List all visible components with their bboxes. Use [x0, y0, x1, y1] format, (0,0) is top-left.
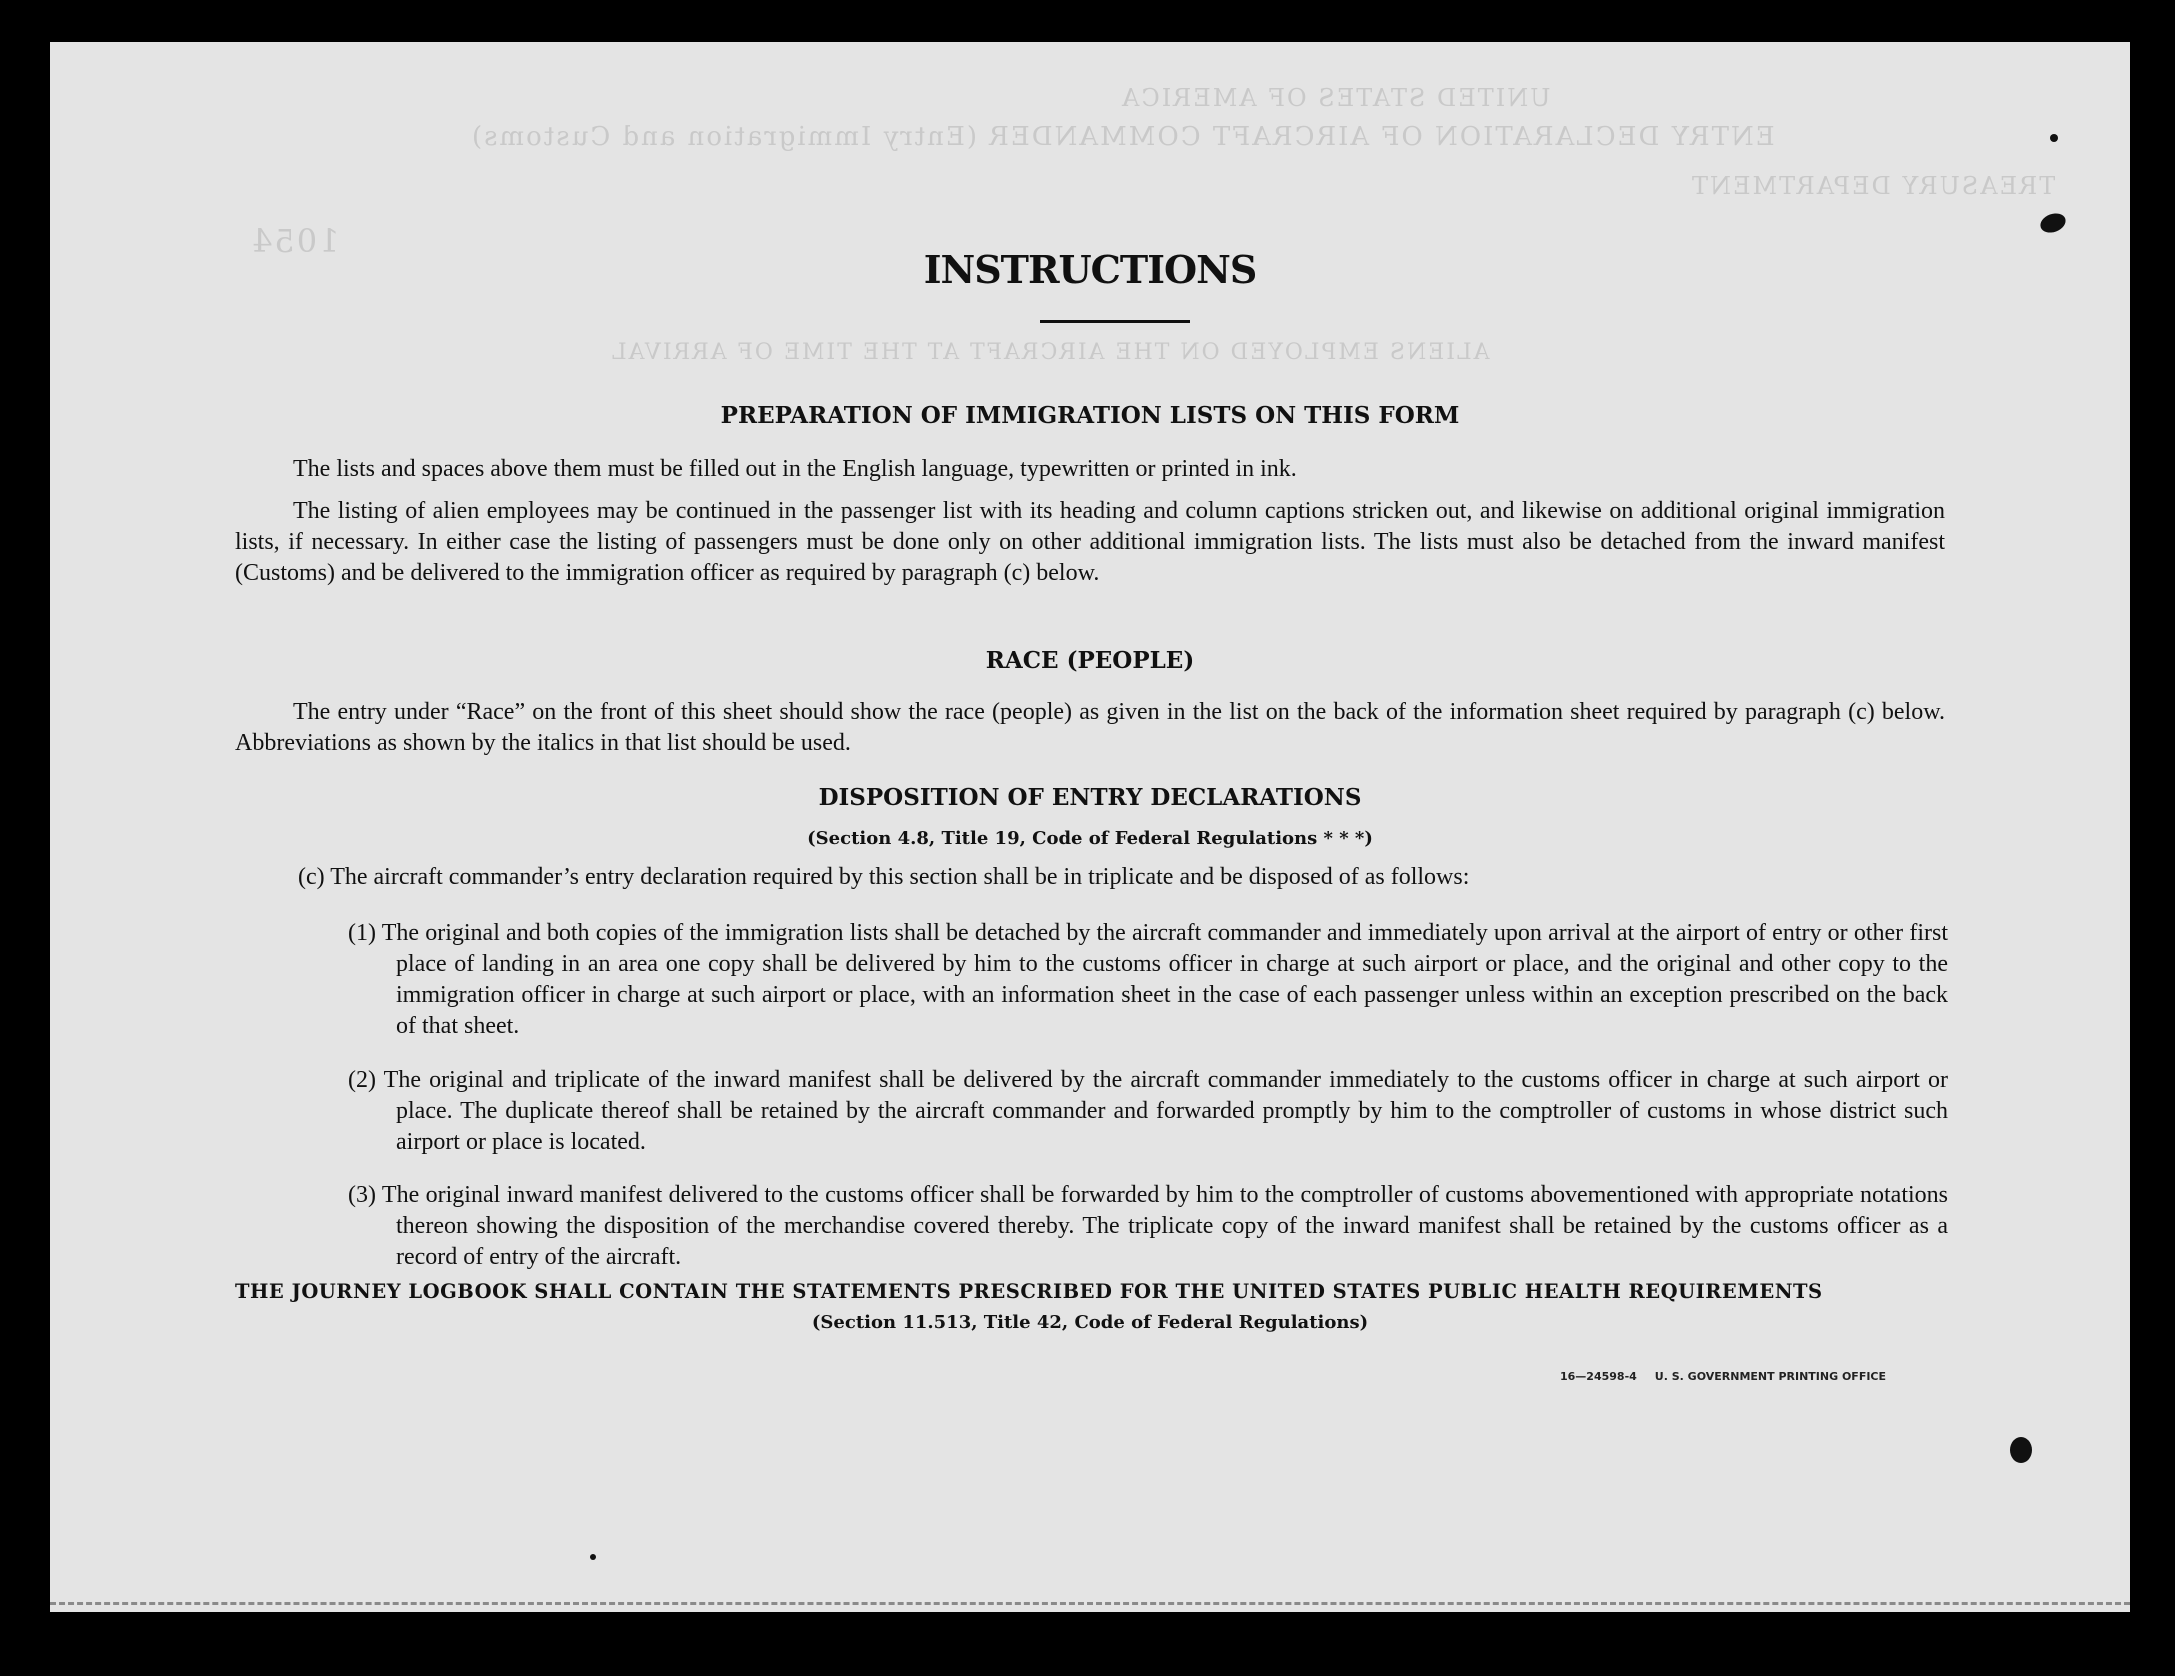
- bleed-through-header: UNITED STATES OF AMERICA: [1120, 84, 1551, 112]
- bleed-through-stamp: TREASURY DEPARTMENT: [1690, 172, 2056, 200]
- ink-blot: [2038, 210, 2069, 236]
- perforated-edge: [50, 1602, 2130, 1605]
- scanned-page: [50, 42, 2130, 1612]
- bleed-through-title: ENTRY DECLARATION OF AIRCRAFT COMMANDER (Entry Immigration and Customs): [470, 122, 1775, 152]
- public-health-statement: THE JOURNEY LOGBOOK SHALL CONTAIN THE STATEMENTS PRESCRIBED FOR THE UNITED STATES PUBLIC HEALTH REQUIREMENTS: [235, 1280, 1823, 1303]
- preparation-paragraph-1: The lists and spaces above them must be filled out in the English language, typewritten or printed in ink.: [293, 456, 1297, 482]
- bleed-through-list-title: ALIENS EMPLOYED ON THE AIRCRAFT AT THE TIME OF ARRIVAL: [610, 340, 1490, 365]
- preparation-heading: PREPARATION OF IMMIGRATION LISTS ON THIS FORM: [720, 402, 1460, 429]
- disposition-intro: (c) The aircraft commander’s entry declaration required by this section shall be in triplicate and be disposed of as follows:: [298, 864, 1470, 890]
- printer-imprint: [1560, 1370, 1904, 1383]
- bleed-through-number: 1054: [250, 222, 340, 260]
- disposition-citation: (Section 4.8, Title 19, Code of Federal Regulations * * *): [807, 828, 1373, 849]
- form-number: 16—24598-4: [1560, 1370, 1637, 1383]
- disposition-heading: DISPOSITION OF ENTRY DECLARATIONS: [818, 784, 1362, 811]
- ink-blot: [2010, 1437, 2032, 1463]
- race-paragraph: The entry under “Race” on the front of this sheet should show the race (people) as given in the list on the back of the information sheet required by paragraph (c) below. Abbreviations as shown by the italics in that list should be used.: [235, 699, 1945, 756]
- disposition-item-1: (1) The original and both copies of the immigration lists shall be detached by the aircraft commander and immediately upon arrival at the airport of entry or other first place of landing in an area one copy shall be delivered by him to the customs officer in charge at such airport or place, and the original and other copy to the immigration officer in charge at such airport or place, with an information sheet in the case of each passenger unless within an exception prescribed on the back of that sheet.: [348, 920, 1948, 1039]
- printer-name: U. S. GOVERNMENT PRINTING OFFICE: [1654, 1370, 1887, 1383]
- race-heading: RACE (PEOPLE): [985, 647, 1195, 674]
- preparation-paragraph-2: The listing of alien employees may be continued in the passenger list with its heading and column captions stricken out, and likewise on additional original immigration lists, if necessary. In either case the listing of passengers must be done only on other additional immigration lists. The lists must also be detached from the inward manifest (Customs) and be delivered to the immigration officer as required by paragraph (c) below.: [235, 498, 1945, 586]
- ink-dot: [2050, 134, 2058, 142]
- title-underline: [1040, 320, 1190, 323]
- ink-dot: [590, 1554, 596, 1560]
- public-health-citation: (Section 11.513, Title 42, Code of Federal Regulations): [811, 1312, 1369, 1333]
- disposition-item-2: (2) The original and triplicate of the inward manifest shall be delivered by the aircraft commander immediately to the customs officer in charge at such airport or place. The duplicate thereof shall be retained by the aircraft commander and forwarded promptly by him to the comptroller of customs in whose district such airport or place is located.: [348, 1067, 1948, 1155]
- page-title: INSTRUCTIONS: [923, 247, 1257, 292]
- disposition-item-3: (3) The original inward manifest delivered to the customs officer shall be forwarded by him to the comptroller of customs abovementioned with appropriate notations thereon showing the disposition of the merchandise covered thereby. The triplicate copy of the inward manifest shall be retained by the customs officer as a record of entry of the aircraft.: [348, 1182, 1948, 1270]
